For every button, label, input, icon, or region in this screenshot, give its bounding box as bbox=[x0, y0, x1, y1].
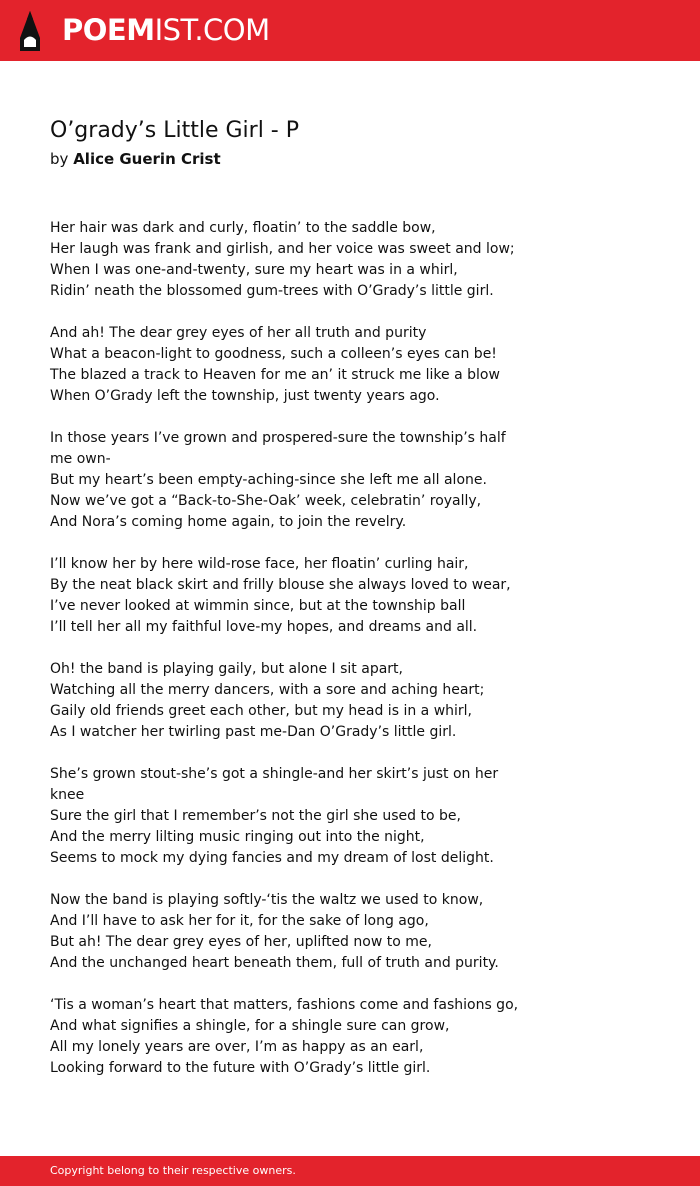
poem-line: Watching all the merry dancers, with a sore and aching heart; bbox=[50, 682, 485, 698]
poem-line: When O’Grady left the township, just twenty years ago. bbox=[50, 388, 440, 404]
poem-stanza bbox=[50, 218, 530, 302]
site-footer bbox=[0, 1156, 700, 1186]
poem-line: The blazed a track to Heaven for me an’ it struck me like a blow bbox=[50, 367, 500, 383]
poem-line: What a beacon-light to goodness, such a colleen’s eyes can be! bbox=[50, 346, 497, 362]
poem-stanza bbox=[50, 554, 530, 638]
poem-body bbox=[50, 218, 530, 1100]
poem-title: O’grady’s Little Girl - P bbox=[50, 118, 300, 143]
poem-stanza bbox=[50, 428, 530, 533]
poem-line: Gaily old friends greet each other, but my head is in a whirl, bbox=[50, 703, 472, 719]
poem-stanza bbox=[50, 659, 530, 743]
brand-light-text: IST.COM bbox=[154, 13, 270, 47]
poem-line: But ah! The dear grey eyes of her, uplifted now to me, bbox=[50, 934, 432, 950]
poem-line: And ah! The dear grey eyes of her all truth and purity bbox=[50, 325, 427, 341]
poem-line: And Nora’s coming home again, to join the revelry. bbox=[50, 514, 407, 530]
poem-line: Her hair was dark and curly, floatin’ to the saddle bow, bbox=[50, 220, 436, 236]
poem-author: Alice Guerin Crist bbox=[73, 150, 221, 168]
poem-line: Looking forward to the future with O’Grady’s little girl. bbox=[50, 1060, 431, 1076]
poem-line: In those years I’ve grown and prospered-sure the township’s half me own- bbox=[50, 430, 506, 467]
site-brand-name[interactable] bbox=[62, 13, 270, 47]
poem-stanza bbox=[50, 323, 530, 407]
poem-stanza bbox=[50, 890, 530, 974]
poem-byline bbox=[50, 149, 221, 169]
poem-line: And what signifies a shingle, for a shingle sure can grow, bbox=[50, 1018, 450, 1034]
poem-line: Her laugh was frank and girlish, and her voice was sweet and low; bbox=[50, 241, 515, 257]
byline-prefix: by bbox=[50, 150, 69, 168]
poem-line: All my lonely years are over, I’m as happy as an earl, bbox=[50, 1039, 424, 1055]
poem-line: Sure the girl that I remember’s not the girl she used to be, bbox=[50, 808, 461, 824]
poem-line: I’ve never looked at wimmin since, but at the township ball bbox=[50, 598, 466, 614]
poem-line: ‘Tis a woman’s heart that matters, fashions come and fashions go, bbox=[50, 997, 519, 1013]
site-logo-link[interactable] bbox=[18, 10, 42, 52]
poem-line: When I was one-and-twenty, sure my heart was in a whirl, bbox=[50, 262, 458, 278]
poem-line: She’s grown stout-she’s got a shingle-and her skirt’s just on her knee bbox=[50, 766, 499, 803]
poem-line: Now the band is playing softly-‘tis the waltz we used to know, bbox=[50, 892, 484, 908]
poem-line: As I watcher her twirling past me-Dan O’Grady’s little girl. bbox=[50, 724, 457, 740]
poem-line: Ridin’ neath the blossomed gum-trees with O’Grady’s little girl. bbox=[50, 283, 494, 299]
site-header bbox=[0, 0, 700, 61]
poem-line: And I’ll have to ask her for it, for the sake of long ago, bbox=[50, 913, 429, 929]
poem-stanza bbox=[50, 995, 530, 1079]
poem-line: By the neat black skirt and frilly blouse she always loved to wear, bbox=[50, 577, 511, 593]
copyright-text: Copyright belong to their respective owners. bbox=[50, 1164, 296, 1177]
poem-line: But my heart’s been empty-aching-since she left me all alone. bbox=[50, 472, 487, 488]
poem-line: I’ll know her by here wild-rose face, her floatin’ curling hair, bbox=[50, 556, 469, 572]
poem-stanza bbox=[50, 764, 530, 869]
poem-line: And the merry lilting music ringing out into the night, bbox=[50, 829, 425, 845]
poem-line: Seems to mock my dying fancies and my dream of lost delight. bbox=[50, 850, 494, 866]
pencil-tip-icon bbox=[18, 10, 42, 52]
poem-line: I’ll tell her all my faithful love-my hopes, and dreams and all. bbox=[50, 619, 478, 635]
poem-line: Oh! the band is playing gaily, but alone I sit apart, bbox=[50, 661, 403, 677]
poem-line: And the unchanged heart beneath them, full of truth and purity. bbox=[50, 955, 499, 971]
brand-bold-text: POEM bbox=[62, 13, 155, 47]
poem-line: Now we’ve got a “Back-to-She-Oak’ week, celebratin’ royally, bbox=[50, 493, 482, 509]
